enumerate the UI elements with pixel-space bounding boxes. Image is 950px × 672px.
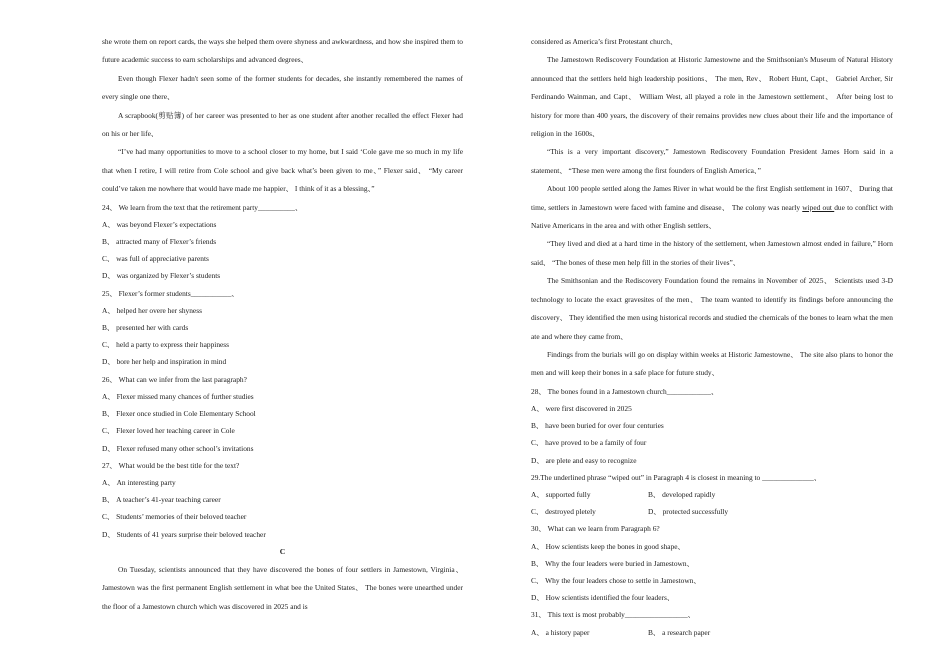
option-c[interactable]: C、 have proved to be a family of four (531, 438, 647, 448)
options-row (531, 486, 893, 503)
passage-c-paragraph: The Smithsonian and the Rediscovery Foundation found the remains in November of 2025、 Scientists used 3-D technology to locate the exact gravesites of the men、 The team wanted to identify its findings before announcing the discovery、 They identified the men using historical records and studied the chemicals of the bones to learn what the men ate and where they came from、 (531, 276, 893, 341)
passage-c-paragraph: On Tuesday, scientists announced that they have discovered the bones of four settlers in Jamestown, Virginia、 Jamestown was the first permanent English settlement in what bee the United States、 The bones were unearthed under the floor of a Jamestown church which was discovered in 2025 and is (102, 564, 463, 611)
passage-c-paragraph: “They lived and died at a hard time in the history of the settlement, when Jamestown almost ended in failure,” Horn said、 “The bones of these men help fill in the stories of their lives”、 (531, 239, 893, 267)
passage-b-paragraph: “I’ve had many opportunities to move to a school closer to my home, but I said ‘Cole gave me so much in my life that when I retire, I will retire from Cole school and give back what’s been given to me、” Flexer said、 “My career could’ve taken me nowhere that would have made me happier、 I think of it as a blessing、” (102, 147, 463, 194)
option-b[interactable]: B、 presented her with cards (102, 323, 189, 333)
option-c[interactable]: C、 Why the four leaders chose to settle in Jamestown、 (531, 575, 701, 585)
question-stem: 26、 What can we infer from the last paragraph? (102, 374, 247, 384)
question-24 (102, 199, 463, 285)
option-b[interactable]: B、 developed rapidly (648, 489, 716, 499)
underlined-phrase: wiped out (802, 202, 835, 212)
question-stem: 28、 The bones found in a Jamestown church____________、 (531, 386, 719, 396)
question-stem: 30、 What can we learn from Paragraph 6? (531, 524, 660, 534)
option-b[interactable]: B、 A teacher’s 41-year teaching career (102, 495, 221, 505)
passage-b-paragraph: Even though Flexer hadn't seen some of the former students for decades, she instantly remembered the names of every single one there、 (102, 73, 463, 102)
options-row (531, 624, 893, 641)
right-column (531, 33, 893, 641)
passage-c-paragraph-4 (531, 180, 893, 235)
option-d[interactable]: D、 How scientists identified the four leaders、 (531, 593, 675, 603)
passage-b-paragraph: A scrapbook(剪贴簿) of her career was presented to her as one student after another recalled the effect Flexer had on his or her life、 (102, 110, 463, 139)
option-d[interactable]: D、 Students of 41 years surprise their beloved teacher (102, 529, 266, 539)
option-a[interactable]: A、 supported fully (531, 489, 591, 499)
option-c[interactable]: C、 Students’ memories of their beloved teacher (102, 512, 247, 522)
option-d[interactable]: D、 was organized by Flexer’s students (102, 271, 221, 281)
question-stem: 27、 What would be the best title for the text? (102, 460, 240, 470)
question-25 (102, 285, 463, 371)
option-b[interactable]: B、 a research paper (648, 627, 711, 637)
option-a[interactable]: A、 An interesting party (102, 477, 176, 487)
paragraph-text: due to conflict with Native Americans in the area and with other English settlers、 (531, 202, 894, 231)
passage-c-paragraph: Findings from the burials will go on display within weeks at Historic Jamestowne、 The site also plans to honor the men and will keep their bones in a safe place for future study、 (531, 349, 893, 378)
question-30 (531, 520, 893, 606)
option-a[interactable]: A、 Flexer missed many chances of further studies (102, 391, 254, 401)
option-c[interactable]: C、 was full of appreciative parents (102, 254, 209, 264)
option-a[interactable]: A、 How scientists keep the bones in good shape、 (531, 541, 685, 551)
passage-b-paragraph: she wrote them on report cards, the ways she helped them overe shyness and awkwardness, and how she inspired them to future academic success to earn scholarships and advanced degrees、 (102, 37, 463, 65)
question-stem: 25、 Flexer’s former students___________、 (102, 288, 239, 298)
passage-c-paragraph: “This is a very important discovery,” Jamestown Rediscovery Foundation President James Horn said in a statement、 “These men were among the first founders of English America、” (531, 147, 893, 175)
option-a[interactable]: A、 were first discovered in 2025 (531, 403, 632, 413)
option-a[interactable]: A、 was beyond Flexer’s expectations (102, 219, 217, 229)
question-stem: 29.The underlined phrase “wiped out” in Paragraph 4 is closest in meaning to ______________、 (531, 472, 822, 482)
option-c[interactable]: C、 Flexer loved her teaching career in Cole (102, 426, 235, 436)
options-row (531, 503, 893, 520)
option-b[interactable]: B、 have been buried for over four centuries (531, 421, 664, 431)
option-b[interactable]: B、 attracted many of Flexer’s friends (102, 237, 217, 247)
question-27 (102, 457, 463, 543)
passage-c-paragraph: considered as America’s first Protestant church、 (531, 37, 678, 46)
option-d[interactable]: D、 protected successfully (648, 507, 729, 517)
left-column (102, 33, 463, 616)
option-c[interactable]: C、 held a party to express their happiness (102, 340, 230, 350)
question-26 (102, 371, 463, 457)
question-29 (531, 469, 893, 521)
question-31 (531, 606, 893, 640)
option-d[interactable]: D、 are plete and easy to recognize (531, 455, 637, 465)
option-c[interactable]: C、 destroyed pletely (531, 507, 596, 517)
option-a[interactable]: A、 helped her overe her shyness (102, 305, 202, 315)
option-b[interactable]: B、 Why the four leaders were buried in Jamestown、 (531, 558, 694, 568)
section-c-heading: C (279, 546, 286, 556)
question-stem: 24、 We learn from the text that the retirement party__________、 (102, 202, 303, 212)
option-b[interactable]: B、 Flexer once studied in Cole Elementary School (102, 409, 256, 419)
question-28 (531, 383, 893, 469)
question-stem: 31、 This text is most probably_________________、 (531, 610, 696, 620)
option-d[interactable]: D、 Flexer refused many other school’s invitations (102, 443, 254, 453)
passage-c-paragraph: The Jamestown Rediscovery Foundation at Historic Jamestowne and the Smithsonian's Museum of Natural History announced that the settlers held high leadership positions、 The men, Rev、 Robert Hunt, Capt、 Gabriel Archer, Sir Ferdinando Wainman, and Capt、 William West, all played a role in the Jamestown settlement、 After being lost to history for more than 400 years, the discovery of their remains provides new clues about their life and the importance of religion in the 1600s、 (531, 55, 893, 139)
option-a[interactable]: A、 a history paper (531, 627, 590, 637)
paragraph-text: About 100 people settled along the James River in what would be the first English settlement in 1607、 During that time, settlers in Jamestown were faced with famine and disease、 The colony was nearly (531, 184, 893, 212)
option-d[interactable]: D、 bore her help and inspiration in mind (102, 357, 227, 367)
